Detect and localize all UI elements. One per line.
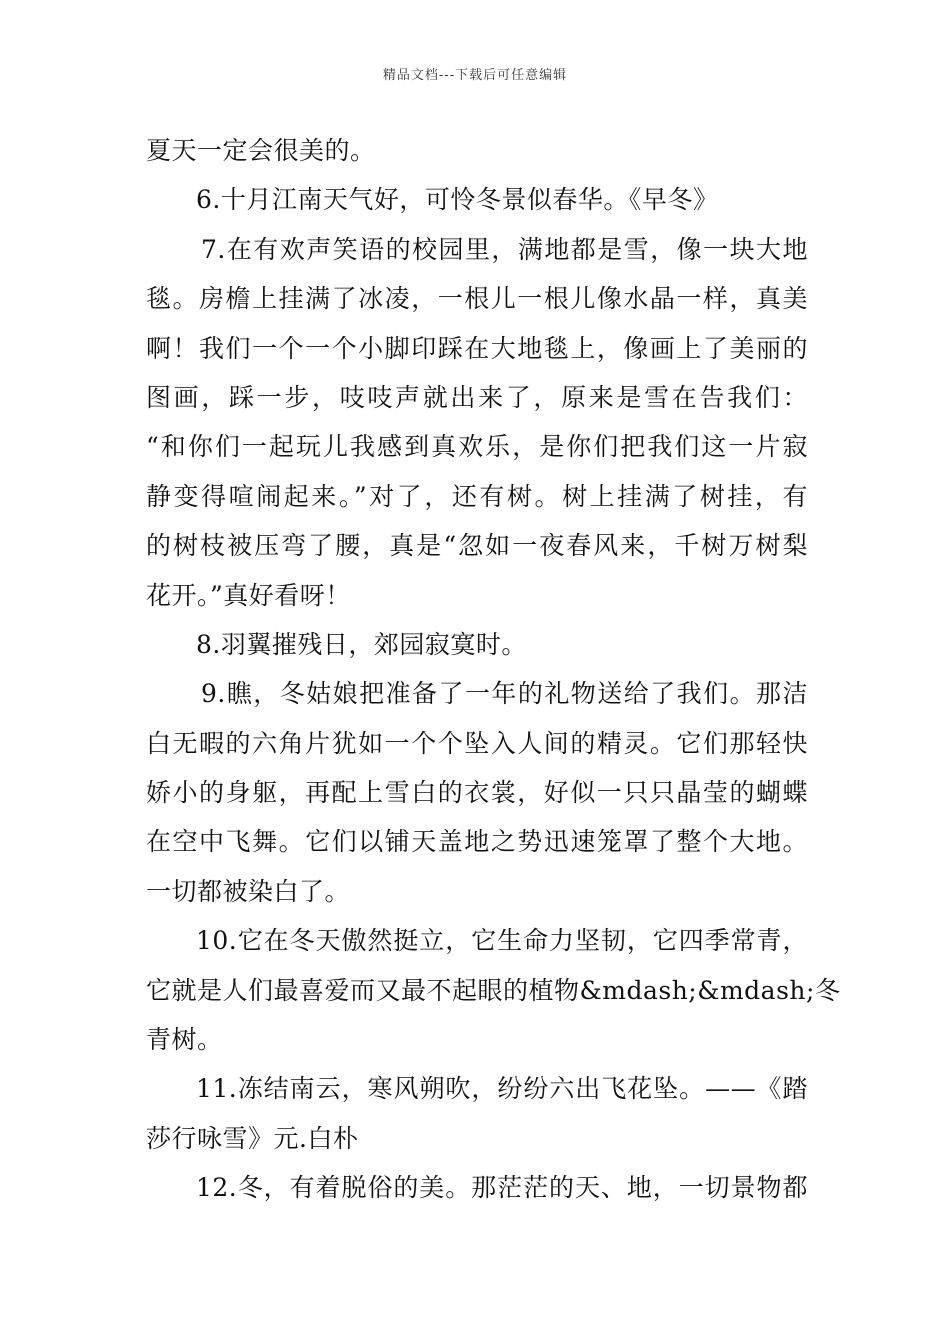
text-line: 图画，踩一步，吱吱声就出来了，原来是雪在告我们：: [146, 382, 808, 412]
document-body: [146, 126, 841, 1213]
text-line: 静变得喧闹起来。”对了，还有树。树上挂满了树挂，有: [146, 481, 808, 511]
text-line: 10.它在冬天傲然挺立，它生命力坚韧，它四季常青，: [196, 926, 808, 956]
text-line: 夏天一定会很美的。: [146, 136, 376, 165]
text-line: 它就是人们最喜爱而又最不起眼的植物&mdash;&mdash;冬: [146, 975, 841, 1005]
text-line: 的树枝被压弯了腰，真是“忽如一夜春风来，千树万树梨: [146, 531, 808, 561]
text-line: 娇小的身躯，再配上雪白的衣裳，好似一只只晶莹的蝴蝶: [146, 778, 808, 808]
text-line: 6.十月江南天气好，可怜冬景似春华。《早冬》: [196, 185, 719, 215]
page-header: 精品文档---下载后可任意编辑: [382, 68, 568, 83]
text-line: 11.冻结南云，寒风朔吹，纷纷六出飞花坠。——《踏: [196, 1074, 808, 1104]
text-line: 啊！我们一个一个小脚印踩在大地毯上，像画上了美丽的: [146, 333, 808, 363]
text-line: 一切都被染白了。: [146, 876, 351, 906]
text-line: “和你们一起玩儿我感到真欢乐，是你们把我们这一片寂: [146, 432, 808, 462]
text-line: 莎行咏雪》元.白朴: [146, 1123, 359, 1153]
text-line: 9.瞧，冬姑娘把准备了一年的礼物送给了我们。那洁: [201, 679, 808, 709]
text-line: 12.冬，有着脱俗的美。那茫茫的天、地，一切景物都: [196, 1173, 808, 1203]
text-line: 花开。”真好看呀！: [146, 580, 351, 610]
text-line: 青树。: [146, 1025, 223, 1055]
text-line: 在空中飞舞。它们以铺天盖地之势迅速笼罩了整个大地。: [146, 827, 808, 857]
text-line: 毯。房檐上挂满了冰凌，一根儿一根儿像水晶一样，真美: [146, 284, 808, 314]
text-line: 7.在有欢声笑语的校园里，满地都是雪，像一块大地: [201, 234, 808, 264]
text-line: 白无暇的六角片犹如一个个坠入人间的精灵。它们那轻快: [146, 728, 808, 758]
text-line: 8.羽翼摧残日，郊园寂寞时。: [196, 629, 527, 659]
